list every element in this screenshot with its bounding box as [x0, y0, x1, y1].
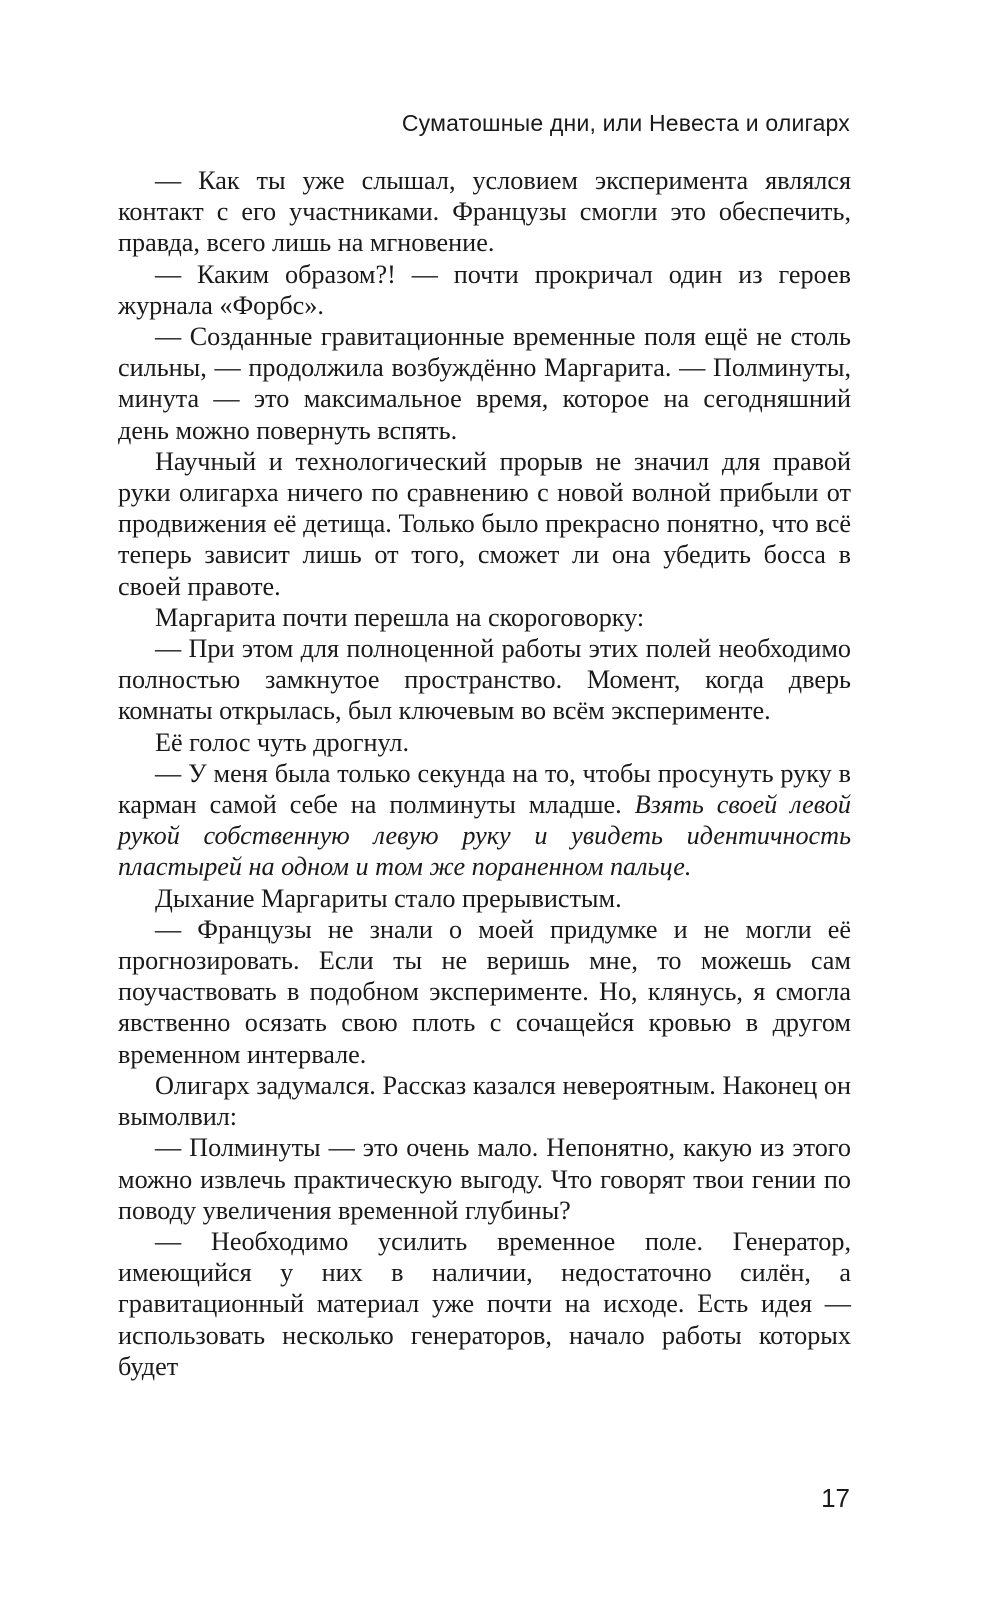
running-head: Суматошные дни, или Невеста и олигарх: [401, 110, 850, 136]
paragraph: Маргарита почти перешла на скороговорку:: [155, 602, 645, 632]
paragraph: — Каким образом?! — почти прокричал один из героев журнала «Форбс».: [118, 259, 851, 320]
paragraph: Олигарх задумался. Рассказ казался невероятным. Наконец он вымолвил:: [118, 1070, 851, 1132]
paragraph: Научный и технологический прорыв не значил для правой руки олигарха ничего по сравнению с новой волной прибыли от продвижения её детища. Только было прекрасно понятно, что всё теперь зависит лишь от того, сможет ли она убедить босса в своей правоте.: [118, 446, 851, 601]
page-number: 17: [821, 1483, 850, 1513]
paragraph: — При этом для полноценной работы этих полей необходимо полностью замкнутое пространство. Момент, когда дверь комнаты открылась, был ключевым во всём эксперименте.: [118, 634, 851, 726]
paragraph: Её голос чуть дрогнул.: [155, 727, 410, 757]
paragraph-regular-part: — У меня была только секунда на то, чтобы просунуть руку в карман самой себе на полминуты младше.: [118, 758, 851, 820]
paragraph: — Французы не знали о моей придумке и не могли её прогнозировать. Если ты не веришь мне, то можешь сам поучаствовать в подобном эксперименте. Но, клянусь, я смогла явственно осязать свою плоть с сочащейся кровью в другом временном интервале.: [118, 914, 851, 1069]
paragraph: — Как ты уже слышал, условием эксперимента являлся контакт с его участниками. Французы смогли это обеспечить, правда, всего лишь на мгновение.: [118, 166, 851, 258]
paragraph: — Полминуты — это очень мало. Непонятно, какую из этого можно извлечь практическую выгоду. Что говорят твои гении по поводу увеличения временной глубины?: [118, 1133, 851, 1225]
paragraph-italic-part: Взять своей левой рукой собственную левую руку и увидеть идентичность пластырей на одном и том же пораненном пальце.: [118, 790, 852, 882]
body-text: [118, 165, 851, 1382]
paragraph: — Необходимо усилить временное поле. Генератор, имеющийся у них в наличии, недостаточно силён, а гравитационный материал уже почти на исходе. Есть идея — использовать несколько генераторов, начало работы которых будет: [118, 1226, 851, 1381]
paragraph: — Созданные гравитационные временные поля ещё не столь сильны, — продолжила возбуждённо Маргарита. — Полминуты, минута — это максимальное время, которое на сегодняшний день можно повернуть вспять.: [118, 322, 851, 445]
paragraph: Дыхание Маргариты стало прерывистым.: [155, 883, 622, 913]
paragraph-with-italic: [118, 758, 851, 883]
